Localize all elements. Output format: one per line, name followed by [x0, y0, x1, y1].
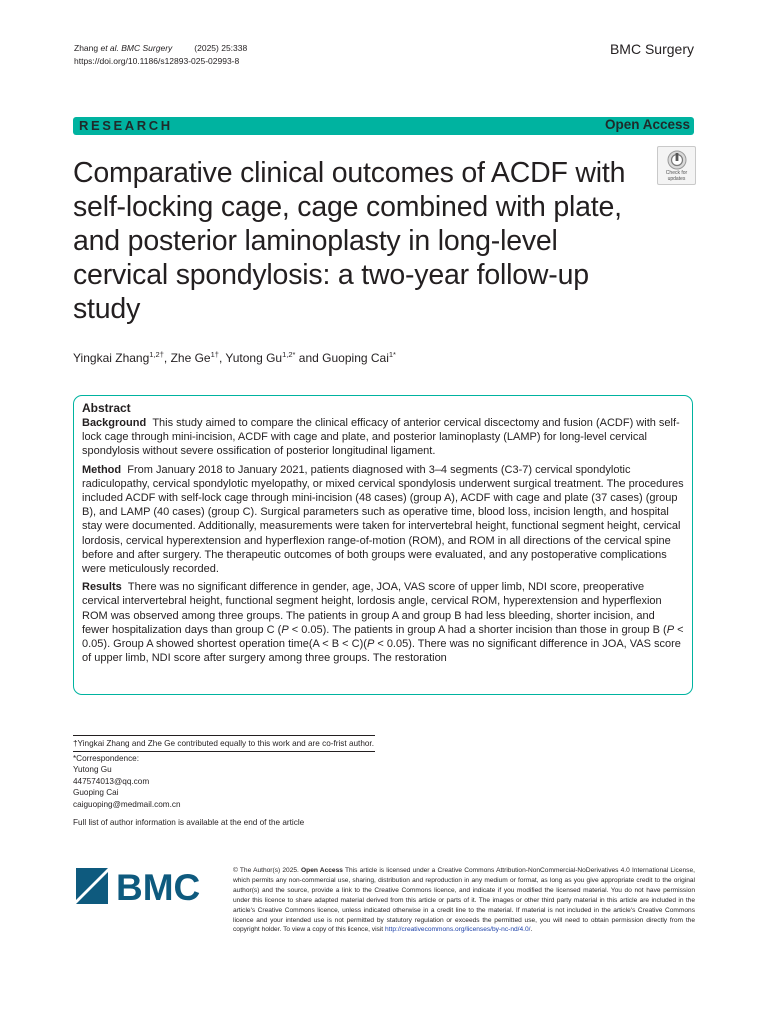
abstract-results — [82, 580, 684, 665]
p-symbol: P — [281, 623, 289, 636]
author-affiliation: 1,2* — [282, 350, 296, 359]
license-body: This article is licensed under a Creative Commons Attribution-NonCommercial-NoDerivatives 4.0 International License, which permits any non-commercial use, sharing, distribution and reproduction in any medium or format, as long as you give appropriate credit to the original author(s) and the source, provide a link to the Creative Commons licence, and indicate if you modified the licensed material. You do not have permission under this licence to share adapted material derived from this article or parts of it. The images or other third party material in this article are included in the article's Creative Commons licence, unless indicated otherwise in a credit line to the material. If material is not included in the article's Creative Commons licence and your intended use is not permitted by statutory regulation or exceeds the permitted use, you will need to obtain permission directly from the copyright holder. To view a copy of this licence, visit — [233, 867, 695, 934]
results-text: There was no significant difference in gender, age, JOA, VAS score of upper limb, NDI score, preoperative cervical intervertebral height, functional segment height, lordosis angle, cervical ROM, hyperextension and hyperflexion ROM was observed among three groups. The patients in group A and group B had less bleeding, shorter incision, and fewer hospitalization days than group C ( — [82, 581, 662, 636]
author-name[interactable]: Zhe Ge — [170, 351, 211, 365]
abstract-method — [82, 463, 684, 577]
method-text: From January 2018 to January 2021, patients diagnosed with 3–4 segments (C3-7) cervical spondylotic radiculopathy, cervical spondylotic myelopathy, or mixed cervical spondylosis underwent surgical treatment. The procedures included ACDF with self-lock cage through mini-incision (48 cases) (group A), ACDF with cage and plate (37 cases) (group B), and LAMP (40 cases) (group C). Surgical parameters such as operative time, blood loss, incision length, and hospital stay were documented. Additionally, measurements were taken for intervertebral height, functional segment height, cervical lordosis, cervical hyperextension and hyperflexion range-of-motion (ROM), and ROM in all directions of the cervical spine before and after surgery. The therapeutic outcomes of both groups were evaluated, and any postoperative complications were meticulously recorded. — [82, 463, 684, 576]
logo-text: BMC — [116, 867, 201, 906]
header-journal: et al. BMC Surgery — [100, 43, 173, 53]
license-link[interactable]: http://creativecommons.org/licenses/by-nc-nd/4.0/ — [384, 926, 531, 934]
journal-name: BMC Surgery — [609, 41, 694, 57]
license-statement — [233, 866, 695, 935]
crossmark-icon — [667, 150, 687, 170]
badge-line-1: Check for — [665, 170, 688, 176]
author-list — [73, 350, 396, 365]
author-info-note: Full list of author information is available at the end of the article — [73, 818, 305, 827]
background-text: This study aimed to compare the clinical efficacy of anterior cervical discectomy and fusion (ACDF) with self-lock cage through mini-incision, ACDF with cage and plate, and posterior laminoplasty (LAMP) for long-level cervical spondylosis without severe ossification of posterior longitudinal ligament. — [82, 417, 680, 458]
badge-line-2: updates — [667, 175, 686, 182]
author-name[interactable]: Yingkai Zhang — [73, 351, 150, 365]
results-text: < 0.05). The patients in group A had a shorter incision than those in group B ( — [288, 623, 667, 636]
equal-contribution-note: †Yingkai Zhang and Zhe Ge contributed equally to this work and are co-frist author. — [73, 739, 374, 748]
results-text: < 0.05). Group A showed shortest operation time(A < B < C)( — [82, 623, 684, 651]
correspondent-email[interactable]: 447574013@qq.com — [73, 776, 150, 786]
divider — [73, 735, 375, 736]
doi-link[interactable]: https://doi.org/10.1186/s12893-025-02993-8 — [74, 56, 240, 66]
p-symbol: P — [366, 638, 375, 651]
author-affiliation: 1* — [388, 350, 396, 359]
license-open-access: Open Access — [301, 867, 343, 874]
running-header — [74, 42, 247, 68]
correspondent-email[interactable]: caiguoping@medmail.com.cn — [73, 799, 181, 809]
article-title: Comparative clinical outcomes of ACDF with self-locking cage, cage combined with plate, and posterior laminoplasty in long-level cervical spondylosis: a two-year follow-up study — [73, 157, 626, 325]
method-label: Method — [82, 463, 122, 476]
copyright: © The Author(s) 2025. — [233, 867, 302, 874]
correspondence-label: *Correspondence: — [73, 753, 139, 763]
abstract-box — [73, 395, 693, 695]
author-affiliation: 1† — [210, 350, 219, 359]
results-text: < 0.05). There was no significant difference in JOA, VAS score of upper limb, NDI score after surgery among three groups. The restoration — [82, 638, 681, 665]
header-author: Zhang — [74, 43, 101, 53]
section-label: RESEARCH — [79, 118, 173, 133]
background-label: Background — [82, 417, 147, 429]
footnotes — [73, 735, 375, 829]
citation-line — [74, 42, 247, 55]
author-affiliation: 1,2† — [149, 350, 164, 359]
section-banner — [73, 117, 694, 135]
results-label: Results — [82, 581, 122, 594]
header-citation: (2025) 25:338 — [194, 43, 248, 53]
p-symbol: P — [666, 623, 675, 636]
author-separator: , — [218, 351, 226, 365]
license-suffix: . — [530, 926, 533, 934]
abstract-background — [82, 416, 684, 459]
abstract-heading: Abstract — [82, 401, 131, 415]
author-name[interactable]: Guoping Cai — [322, 351, 389, 365]
check-for-updates-badge[interactable] — [657, 146, 696, 185]
author-name[interactable]: Yutong Gu — [225, 351, 283, 365]
author-separator: , — [163, 351, 171, 365]
bmc-logo — [74, 866, 214, 906]
correspondent-name: Guoping Cai — [73, 788, 119, 797]
open-access-label: Open Access — [604, 117, 690, 132]
correspondence-block — [73, 752, 375, 812]
correspondent-name: Yutong Gu — [73, 765, 112, 774]
author-separator: and — [295, 351, 323, 365]
